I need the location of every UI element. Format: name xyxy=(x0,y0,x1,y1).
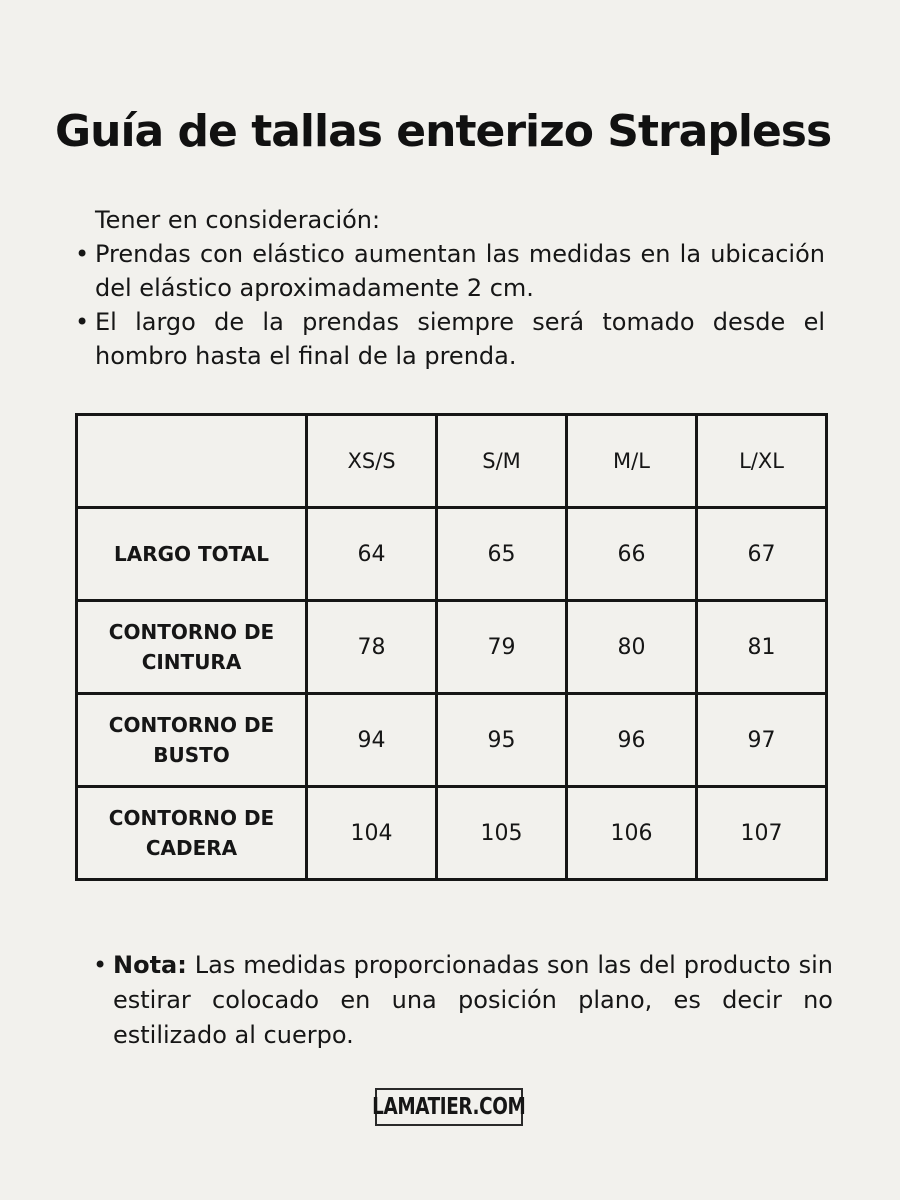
measure-cell: 107 xyxy=(697,787,827,880)
size-column-l-xl: L/XL xyxy=(697,415,827,508)
measure-cell: 64 xyxy=(307,508,437,601)
table-row-contorno-cadera xyxy=(77,787,827,880)
size-table-header-row xyxy=(77,415,827,508)
row-label: LARGO TOTAL xyxy=(77,508,307,601)
note-label: Nota: xyxy=(113,951,187,979)
note-section xyxy=(113,948,833,1053)
measure-cell: 104 xyxy=(307,787,437,880)
size-column-s-m: S/M xyxy=(437,415,567,508)
consideration-item-elastic: • Prendas con elástico aumentan las medidas en la ubicación del elástico aproximadamente 2 cm. xyxy=(95,237,825,305)
measure-cell: 94 xyxy=(307,694,437,787)
brand-name: LAMATIER.COM xyxy=(372,1094,526,1120)
measure-cell: 66 xyxy=(567,508,697,601)
note-text: Las medidas proporcionadas son las del producto sin estirar colocado en una posición plano, es decir no estilizado al cuerpo. xyxy=(113,951,833,1049)
size-table xyxy=(75,413,828,881)
row-label: CONTORNO DE CADERA xyxy=(77,787,307,880)
measure-cell: 81 xyxy=(697,601,827,694)
brand-badge xyxy=(372,1088,526,1126)
size-column-m-l: M/L xyxy=(567,415,697,508)
row-label: CONTORNO DE BUSTO xyxy=(77,694,307,787)
measure-cell: 97 xyxy=(697,694,827,787)
measure-cell: 79 xyxy=(437,601,567,694)
measure-cell: 78 xyxy=(307,601,437,694)
measure-cell: 106 xyxy=(567,787,697,880)
note-list xyxy=(113,948,833,1053)
measure-cell: 65 xyxy=(437,508,567,601)
measure-cell: 80 xyxy=(567,601,697,694)
note-item xyxy=(113,948,833,1053)
measure-cell: 105 xyxy=(437,787,567,880)
corner-cell xyxy=(77,415,307,508)
table-row-largo-total xyxy=(77,508,827,601)
table-row-contorno-busto xyxy=(77,694,827,787)
table-row-contorno-cintura xyxy=(77,601,827,694)
size-column-xs-s: XS/S xyxy=(307,415,437,508)
page-title: Guía de tallas enterizo Strapless xyxy=(55,106,832,157)
measure-cell: 95 xyxy=(437,694,567,787)
row-label: CONTORNO DE CINTURA xyxy=(77,601,307,694)
considerations-heading: Tener en consideración: xyxy=(95,206,381,234)
measure-cell: 67 xyxy=(697,508,827,601)
consideration-item-length: • El largo de la prendas siempre será tomado desde el hombro hasta el final de la prenda. xyxy=(95,305,825,373)
measure-cell: 96 xyxy=(567,694,697,787)
considerations-section xyxy=(95,203,825,373)
considerations-list xyxy=(95,237,825,373)
